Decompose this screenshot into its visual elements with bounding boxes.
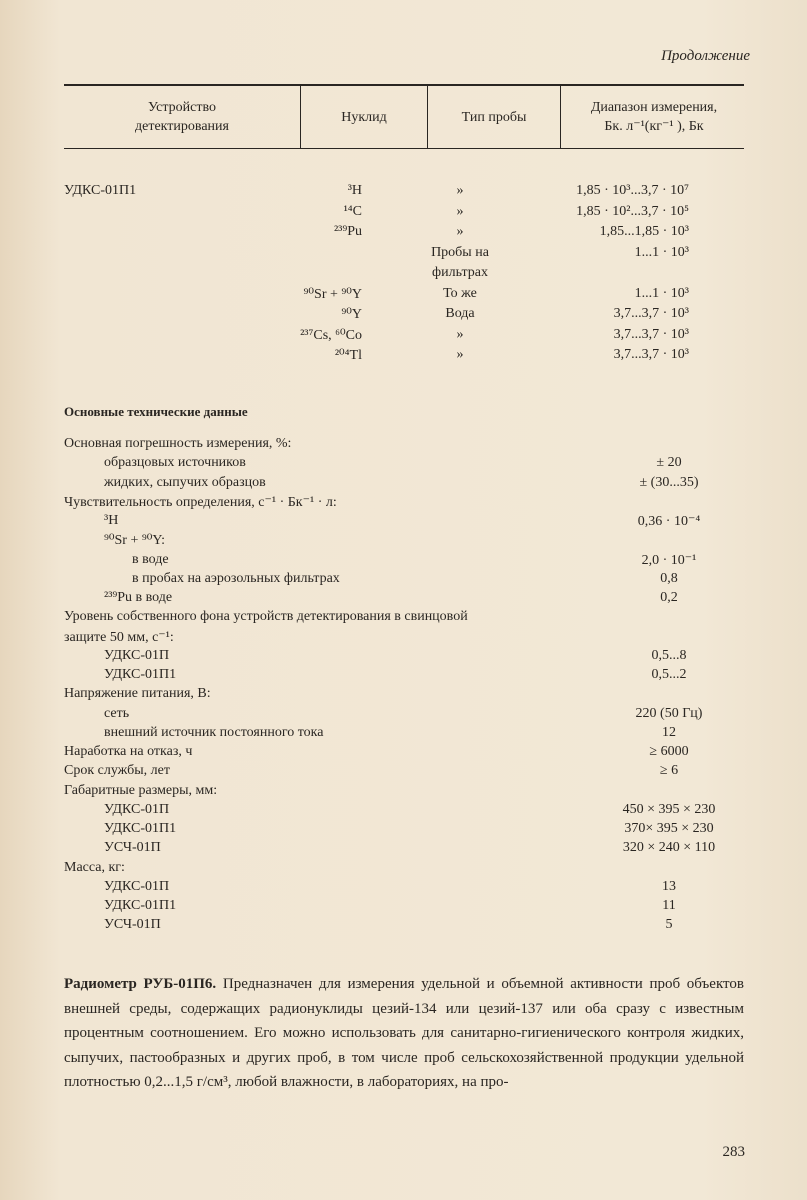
spec-row bbox=[0, 744, 807, 764]
sample-type-cell: » bbox=[456, 183, 464, 198]
spec-row bbox=[0, 513, 807, 533]
spec-label: УДКС-01П bbox=[104, 878, 170, 894]
spec-row bbox=[0, 860, 807, 880]
range-cell: 1,85 · 10²...3,7 · 10⁵ bbox=[576, 203, 689, 219]
spec-value: 11 bbox=[662, 898, 676, 913]
nuclide-cell: ²⁰⁴Tl bbox=[334, 348, 362, 363]
spec-value: 0,36 · 10⁻⁴ bbox=[637, 514, 701, 529]
spec-label: Уровень собственного фона устройств детектирования в свинцовой bbox=[64, 609, 468, 625]
spec-label: сеть bbox=[104, 705, 130, 721]
spec-row bbox=[0, 840, 807, 860]
table-row bbox=[0, 204, 807, 224]
table-top-rule bbox=[64, 84, 744, 86]
sample-type-cell: фильтрах bbox=[432, 265, 488, 280]
spec-row bbox=[0, 455, 807, 475]
spec-label: УДКС-01П1 bbox=[104, 898, 177, 913]
spec-row bbox=[0, 802, 807, 822]
spec-row bbox=[0, 763, 807, 783]
spec-label: Основная погрешность измерения, %: bbox=[64, 436, 292, 451]
spec-value: 2,0 · 10⁻¹ bbox=[641, 552, 697, 568]
nuclide-cell: ⁹⁰Sr + ⁹⁰Y bbox=[303, 286, 362, 302]
spec-label: защите 50 мм, с⁻¹: bbox=[64, 629, 174, 645]
sample-type-cell: » bbox=[456, 326, 464, 342]
spec-value: 0,5...8 bbox=[651, 647, 687, 663]
spec-value: 13 bbox=[662, 878, 676, 894]
spec-row bbox=[0, 917, 807, 937]
table-row bbox=[0, 327, 807, 347]
header-range-line1: Диапазон измерения, bbox=[590, 100, 718, 115]
spec-value: ≥ 6 bbox=[659, 763, 679, 779]
spec-label: ³H bbox=[104, 513, 119, 528]
paragraph-lead: Радиометр РУБ-01П6. bbox=[64, 976, 217, 992]
spec-label: ⁹⁰Sr + ⁹⁰Y: bbox=[104, 533, 166, 549]
continuation-label: Продолжение bbox=[661, 48, 750, 64]
table-row bbox=[0, 286, 807, 306]
range-cell: 3,7...3,7 · 10³ bbox=[613, 326, 689, 342]
range-cell: 3,7...3,7 · 10³ bbox=[613, 347, 689, 362]
spec-value: 320 × 240 × 110 bbox=[622, 840, 716, 856]
spec-row bbox=[0, 879, 807, 899]
page-number: 283 bbox=[722, 1144, 745, 1160]
nuclide-cell: ¹⁴C bbox=[343, 203, 362, 219]
spec-value: ± (30...35) bbox=[639, 474, 699, 490]
spec-row bbox=[0, 898, 807, 918]
spec-label: Габаритные размеры, мм: bbox=[64, 782, 218, 798]
spec-row bbox=[0, 552, 807, 572]
spec-label: УСЧ-01П bbox=[104, 917, 161, 933]
spec-label: Срок службы, лет bbox=[64, 763, 170, 779]
sample-type-cell: » bbox=[456, 347, 464, 362]
spec-label: Наработка на отказ, ч bbox=[64, 744, 193, 759]
spec-row bbox=[0, 571, 807, 591]
spec-label: жидких, сыпучих образцов bbox=[104, 474, 266, 490]
header-range-line2: Бк. л⁻¹(кг⁻¹ ), Бк bbox=[604, 119, 704, 134]
spec-row bbox=[0, 706, 807, 726]
spec-label: Чувствительность определения, с⁻¹ · Бк⁻¹ · л: bbox=[64, 494, 337, 510]
spec-row bbox=[0, 609, 807, 629]
spec-label: УДКС-01П1 bbox=[104, 821, 177, 836]
spec-value: 5 bbox=[665, 917, 673, 933]
nuclide-cell: ²³⁷Cs, ⁶⁰Co bbox=[300, 327, 362, 343]
sample-type-cell: Вода bbox=[445, 306, 475, 321]
header-range bbox=[561, 92, 747, 142]
range-cell: 1...1 · 10³ bbox=[634, 285, 689, 301]
range-cell: 1...1 · 10³ bbox=[634, 244, 689, 260]
range-cell: 1,85...1,85 · 10³ bbox=[599, 224, 689, 239]
spec-label: УДКС-01П1 bbox=[104, 667, 177, 682]
spec-label: образцовых источников bbox=[104, 455, 246, 471]
nuclide-cell: ³H bbox=[347, 183, 362, 198]
nuclide-cell: ²³⁹Pu bbox=[333, 224, 362, 239]
spec-value: ± 20 bbox=[656, 455, 682, 471]
table-header-rule bbox=[64, 148, 744, 149]
spec-row bbox=[0, 648, 807, 668]
spec-label: в пробах на аэрозольных фильтрах bbox=[132, 570, 340, 586]
device-name: УДКС-01П1 bbox=[64, 183, 137, 198]
spec-row bbox=[0, 436, 807, 456]
table-row bbox=[0, 306, 807, 326]
header-sample-type-label: Тип пробы bbox=[461, 109, 527, 125]
table-row bbox=[0, 265, 807, 285]
header-device bbox=[64, 92, 300, 142]
spec-value: 0,5...2 bbox=[651, 667, 687, 682]
spec-row bbox=[0, 629, 807, 649]
spec-value: 12 bbox=[662, 724, 676, 740]
header-nuclide-label: Нуклид bbox=[341, 109, 387, 125]
range-cell: 1,85 · 10³...3,7 · 10⁷ bbox=[576, 183, 689, 198]
spec-label: УСЧ-01П bbox=[104, 840, 161, 856]
spec-label: УДКС-01П bbox=[104, 647, 170, 663]
header-device-line1: Устройство bbox=[147, 100, 217, 115]
table-row bbox=[0, 224, 807, 244]
spec-label: в воде bbox=[132, 551, 169, 567]
range-cell: 3,7...3,7 · 10³ bbox=[613, 306, 689, 321]
sample-type-cell: То же bbox=[443, 285, 477, 301]
spec-label: УДКС-01П bbox=[104, 801, 170, 817]
spec-row bbox=[0, 783, 807, 803]
header-device-line2: детектирования bbox=[135, 119, 229, 134]
spec-value: 0,8 bbox=[660, 570, 678, 586]
sample-type-cell: » bbox=[456, 224, 464, 239]
spec-value: 370× 395 × 230 bbox=[624, 821, 714, 836]
spec-row bbox=[0, 725, 807, 745]
spec-row bbox=[0, 667, 807, 687]
spec-label: внешний источник постоянного тока bbox=[104, 724, 324, 740]
table-row bbox=[0, 183, 807, 203]
spec-value: 450 × 395 × 230 bbox=[622, 801, 716, 817]
spec-label: ²³⁹Pu в воде bbox=[104, 590, 173, 605]
section-title: Основные технические данные bbox=[64, 404, 248, 419]
paragraph-text: Предназначен для измерения удельной и объемной активности проб объектов внешней среды, содержащих радионуклиды цезий-134 или цезий-137 или оба сразу с известным процентным соотношением. Его можно использовать для санитарно-гигиенического контроля жидких, сыпучих, пастообразных и других проб, в том числе проб сельскохозяйственной продукции удельной плотностью 0,2...1,5 г/см³, любой влажности, в лабораториях, на про- bbox=[64, 976, 744, 1090]
spec-value: ≥ 6000 bbox=[649, 744, 689, 759]
spec-row bbox=[0, 475, 807, 495]
spec-value: 0,2 bbox=[660, 590, 678, 605]
spec-label: Масса, кг: bbox=[64, 859, 125, 875]
header-nuclide bbox=[301, 92, 427, 142]
table-row bbox=[0, 245, 807, 265]
table-row bbox=[0, 347, 807, 367]
spec-row bbox=[0, 821, 807, 841]
description-paragraph bbox=[64, 972, 744, 1095]
spec-value: 220 (50 Гц) bbox=[635, 705, 703, 721]
sample-type-cell: » bbox=[456, 203, 464, 219]
nuclide-cell: ⁹⁰Y bbox=[341, 307, 362, 322]
spec-row bbox=[0, 590, 807, 610]
header-sample-type bbox=[428, 92, 560, 142]
spec-row bbox=[0, 686, 807, 706]
spec-label: Напряжение питания, В: bbox=[64, 686, 211, 702]
spec-row bbox=[0, 494, 807, 514]
spec-row bbox=[0, 532, 807, 552]
sample-type-cell: Пробы на bbox=[431, 244, 489, 260]
